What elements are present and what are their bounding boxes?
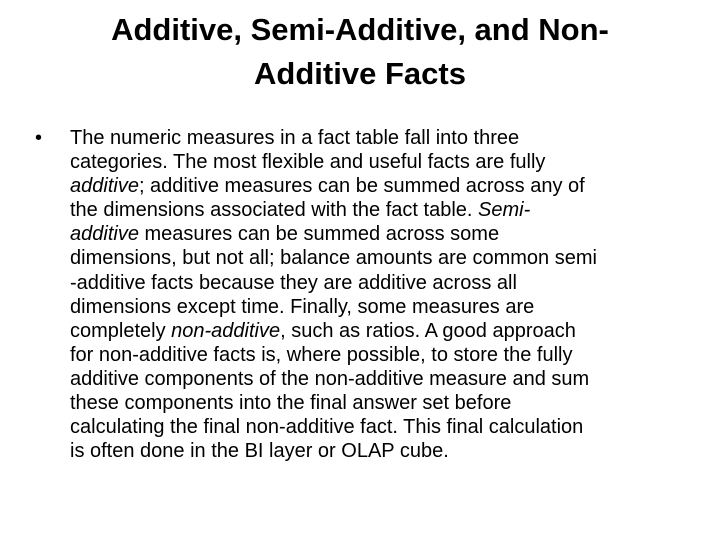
slide-title-line: Additive, Semi-Additive, and Non-: [111, 12, 609, 47]
text-line: these components into the final answer set before: [70, 392, 512, 415]
text-line: calculating the final non-additive fact. This final calculation: [70, 416, 584, 439]
text-span: measures can be summed across some: [138, 223, 500, 246]
text-line: The numeric measures in a fact table fall into three: [70, 127, 520, 149]
text-span: completely: [70, 319, 172, 342]
slide-title: [40, 8, 680, 96]
text-line: [70, 198, 695, 222]
text-line: additive components of the non-additive measure and sum: [70, 367, 590, 390]
text-line: for non-additive facts is, where possible, to store the fully: [70, 343, 573, 366]
text-line: dimensions except time. Finally, some measures are: [70, 295, 535, 318]
text-line: [70, 174, 695, 198]
bullet-text: [70, 126, 695, 463]
text-line: categories. The most flexible and useful facts are fully: [70, 151, 546, 174]
text-span: the dimensions associated with the fact table.: [70, 199, 479, 222]
text-span: , such as ratios. A good approach: [280, 319, 576, 342]
emphasis-text: additive: [70, 175, 139, 198]
text-line: [70, 319, 695, 343]
text-line: dimensions, but not all; balance amounts are common semi: [70, 247, 597, 270]
text-line: [70, 222, 695, 246]
bullet-item: [35, 126, 695, 463]
emphasis-text: Semi-: [478, 199, 531, 222]
bullet-icon: •: [35, 127, 43, 149]
emphasis-text: additive: [70, 223, 139, 246]
bullet-list: [35, 126, 695, 463]
slide-title-line: Additive Facts: [254, 56, 466, 91]
text-line: -additive facts because they are additive across all: [70, 271, 517, 294]
text-line: is often done in the BI layer or OLAP cube.: [70, 440, 449, 463]
emphasis-text: non-additive: [171, 319, 281, 342]
text-span: ; additive measures can be summed across any of: [138, 175, 585, 198]
